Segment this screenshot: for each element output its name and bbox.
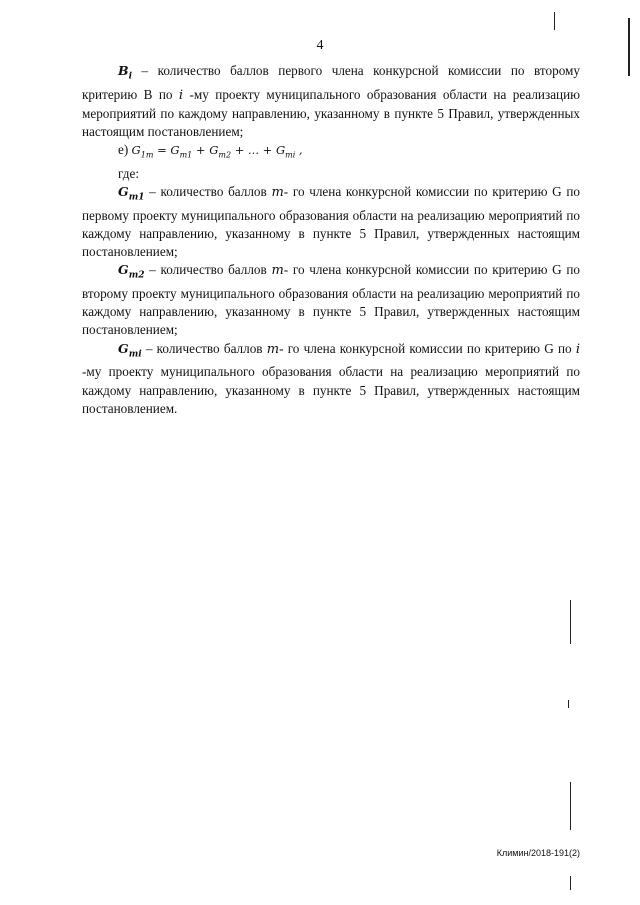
page-number: 4 bbox=[316, 38, 324, 53]
paragraph-g-m1: $G_{m1}$ – количество баллов m- го члена конкурсной комиссии по критерию G по первому проекту муниципального образования области на реализацию мероприятий по каждому направлению, указанному в пункте 5 Правил, утвержденных настоящим постановлением; bbox=[82, 184, 580, 260]
scan-mark bbox=[628, 18, 630, 76]
symbol-g-m2: $G_{m2}$ bbox=[118, 262, 145, 281]
document-body bbox=[82, 62, 580, 418]
where-label: где: bbox=[118, 165, 139, 181]
paragraph-b-i: $B_i$ – количество баллов первого члена конкурсной комиссии по второму критерию В по i -му проекту муниципального образования области на реализацию мероприятий по каждому направлению, указанному в пункте 5 Правил, утвержденных настоящим постановлением; bbox=[82, 63, 581, 140]
symbol-g-m1: $G_{m1}$ bbox=[118, 184, 145, 203]
paragraph-g-mi: $G_{mi}$ – количество баллов m- го члена конкурсной комиссии по критерию G по i -му проекту муниципального образования области на реализацию мероприятий по каждому направлению, указанному в пункте 5 Правил, утвержденных настоящим постановлением. bbox=[82, 340, 580, 416]
scan-mark bbox=[570, 782, 571, 830]
symbol-g-mi: $G_{mi}$ bbox=[118, 340, 142, 360]
document-footer-code: Климин/2018-191(2) bbox=[496, 848, 580, 858]
scan-mark bbox=[568, 700, 569, 708]
symbol-b-i: $B_i$ bbox=[118, 63, 132, 82]
paragraph-g-m2: $G_{m2}$ – количество баллов m- го члена конкурсной комиссии по критерию G по второму проекту муниципального образования области на реализацию мероприятий по каждому направлению, указанному в пункте 5 Правил, утвержденных настоящим постановлением; bbox=[82, 262, 580, 338]
formula-e: е) $G_{1m} = G_{m1} + G_{m2}$ + ... + $G_{mi}$ , bbox=[118, 142, 303, 160]
scan-mark bbox=[570, 600, 571, 644]
scan-mark bbox=[570, 876, 571, 890]
scan-mark bbox=[554, 12, 555, 30]
